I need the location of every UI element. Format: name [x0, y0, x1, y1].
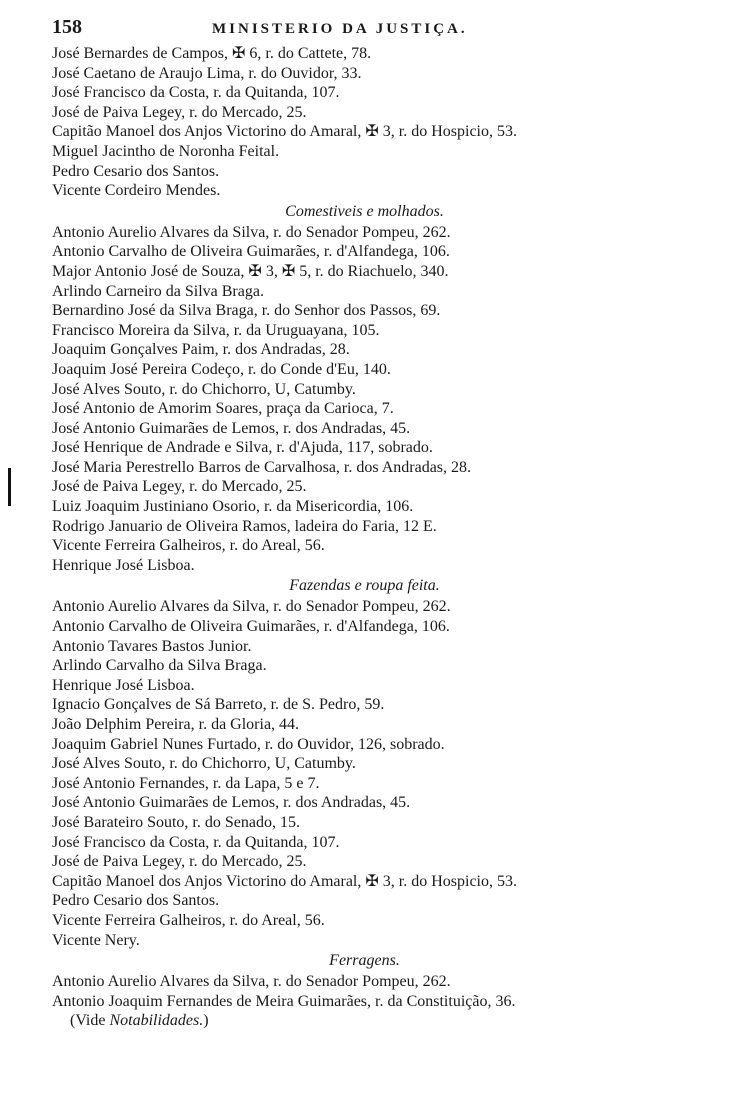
- directory-entry: José Caetano de Araujo Lima, r. do Ouvidor, 33.: [52, 64, 362, 82]
- directory-entry: Rodrigo Januario de Oliveira Ramos, ladeira do Faria, 12 E.: [52, 517, 437, 535]
- directory-entry: José Henrique de Andrade e Silva, r. d'Ajuda, 117, sobrado.: [52, 439, 433, 457]
- running-title: MINISTERIO DA JUSTIÇA.: [212, 21, 468, 37]
- section-block: [52, 575, 717, 950]
- margin-mark: [8, 468, 11, 506]
- directory-entry: Vicente Nery.: [52, 931, 140, 949]
- directory-entry: Antonio Tavares Bastos Junior.: [52, 637, 252, 655]
- directory-entry: Arlindo Carneiro da Silva Braga.: [52, 282, 264, 300]
- directory-entry: Joaquim José Pereira Codeço, r. do Conde d'Eu, 140.: [52, 360, 391, 378]
- directory-entry: José Antonio Guimarães de Lemos, r. dos Andradas, 45.: [52, 794, 411, 812]
- directory-entry: Joaquim Gabriel Nunes Furtado, r. do Ouvidor, 126, sobrado.: [52, 735, 445, 753]
- footnote-prefix: (Vide: [70, 1012, 110, 1030]
- directory-entry: Vicente Ferreira Galheiros, r. do Areal, 56.: [52, 537, 325, 555]
- directory-entry: Antonio Aurelio Alvares da Silva, r. do Senador Pompeu, 262.: [52, 973, 451, 991]
- directory-entry: José Francisco da Costa, r. da Quitanda, 107.: [52, 84, 340, 102]
- directory-entry: Antonio Aurelio Alvares da Silva, r. do Senador Pompeu, 262.: [52, 598, 451, 616]
- directory-entry: José Barateiro Souto, r. do Senado, 15.: [52, 813, 300, 831]
- directory-entry: Antonio Carvalho de Oliveira Guimarães, r. d'Alfandega, 106.: [52, 243, 450, 261]
- directory-entry: Capitão Manoel dos Anjos Victorino do Amaral, ✠ 3, r. do Hospicio, 53.: [52, 123, 517, 141]
- directory-listing: [52, 44, 717, 1011]
- directory-entry: José Antonio Fernandes, r. da Lapa, 5 e 7.: [52, 774, 320, 792]
- directory-entry: José Bernardes de Campos, ✠ 6, r. do Cattete, 78.: [52, 45, 372, 62]
- footnote-suffix: ): [203, 1012, 209, 1030]
- directory-entry: José Francisco da Costa, r. da Quitanda, 107.: [52, 833, 340, 851]
- section-block: [52, 201, 717, 576]
- directory-entry: José Maria Perestrello Barros de Carvalhosa, r. dos Andradas, 28.: [52, 458, 472, 476]
- directory-entry: Antonio Carvalho de Oliveira Guimarães, r. d'Alfandega, 106.: [52, 618, 450, 636]
- directory-entry: Vicente Cordeiro Mendes.: [52, 182, 221, 200]
- directory-entry: Joaquim Gonçalves Paim, r. dos Andradas, 28.: [52, 341, 350, 359]
- section-heading: Fazendas e roupa feita.: [289, 577, 440, 595]
- directory-entry: Miguel Jacintho de Noronha Feital.: [52, 142, 280, 160]
- directory-entry: Francisco Moreira da Silva, r. da Uruguayana, 105.: [52, 321, 380, 339]
- section-heading: Comestiveis e molhados.: [285, 202, 444, 220]
- directory-entry: José Alves Souto, r. do Chichorro, U, Catumby.: [52, 380, 356, 398]
- directory-entry: João Delphim Pereira, r. da Gloria, 44.: [52, 716, 300, 733]
- directory-entry: José de Paiva Legey, r. do Mercado, 25.: [52, 103, 307, 121]
- section-block: [52, 44, 717, 201]
- footnote-emphasis: Notabilidades.: [109, 1012, 204, 1030]
- directory-entry: Pedro Cesario dos Santos.: [52, 162, 220, 180]
- directory-entry: Henrique José Lisboa.: [52, 676, 195, 694]
- directory-entry: Bernardino José da Silva Braga, r. do Senhor dos Passos, 69.: [52, 302, 441, 320]
- directory-entry: José de Paiva Legey, r. do Mercado, 25.: [52, 478, 307, 496]
- directory-entry: José Alves Souto, r. do Chichorro, U, Catumby.: [52, 755, 356, 773]
- directory-entry: Henrique José Lisboa.: [52, 556, 195, 574]
- directory-entry: Antonio Joaquim Fernandes de Meira Guimarães, r. da Constituição, 36.: [52, 992, 516, 1010]
- directory-entry: José de Paiva Legey, r. do Mercado, 25.: [52, 853, 307, 871]
- directory-entry: Antonio Aurelio Alvares da Silva, r. do Senador Pompeu, 262.: [52, 223, 451, 241]
- directory-entry: Major Antonio José de Souza, ✠ 3, ✠ 5, r. do Riachuelo, 340.: [52, 262, 449, 280]
- directory-entry: Arlindo Carvalho da Silva Braga.: [52, 657, 267, 675]
- page-number: 158: [52, 16, 82, 38]
- directory-entry: José Antonio Guimarães de Lemos, r. dos Andradas, 45.: [52, 419, 411, 437]
- section-heading: Ferragens.: [329, 952, 400, 970]
- page-header: [52, 16, 717, 44]
- footnote: [52, 1011, 717, 1031]
- section-block: [52, 950, 717, 1011]
- directory-entry: José Antonio de Amorim Soares, praça da Carioca, 7.: [52, 400, 394, 418]
- directory-entry: Vicente Ferreira Galheiros, r. do Areal, 56.: [52, 911, 325, 929]
- directory-entry: Luiz Joaquim Justiniano Osorio, r. da Misericordia, 106.: [52, 498, 414, 516]
- directory-entry: Ignacio Gonçalves de Sá Barreto, r. de S. Pedro, 59.: [52, 696, 385, 714]
- directory-entry: Capitão Manoel dos Anjos Victorino do Amaral, ✠ 3, r. do Hospicio, 53.: [52, 872, 517, 890]
- directory-entry: Pedro Cesario dos Santos.: [52, 892, 220, 910]
